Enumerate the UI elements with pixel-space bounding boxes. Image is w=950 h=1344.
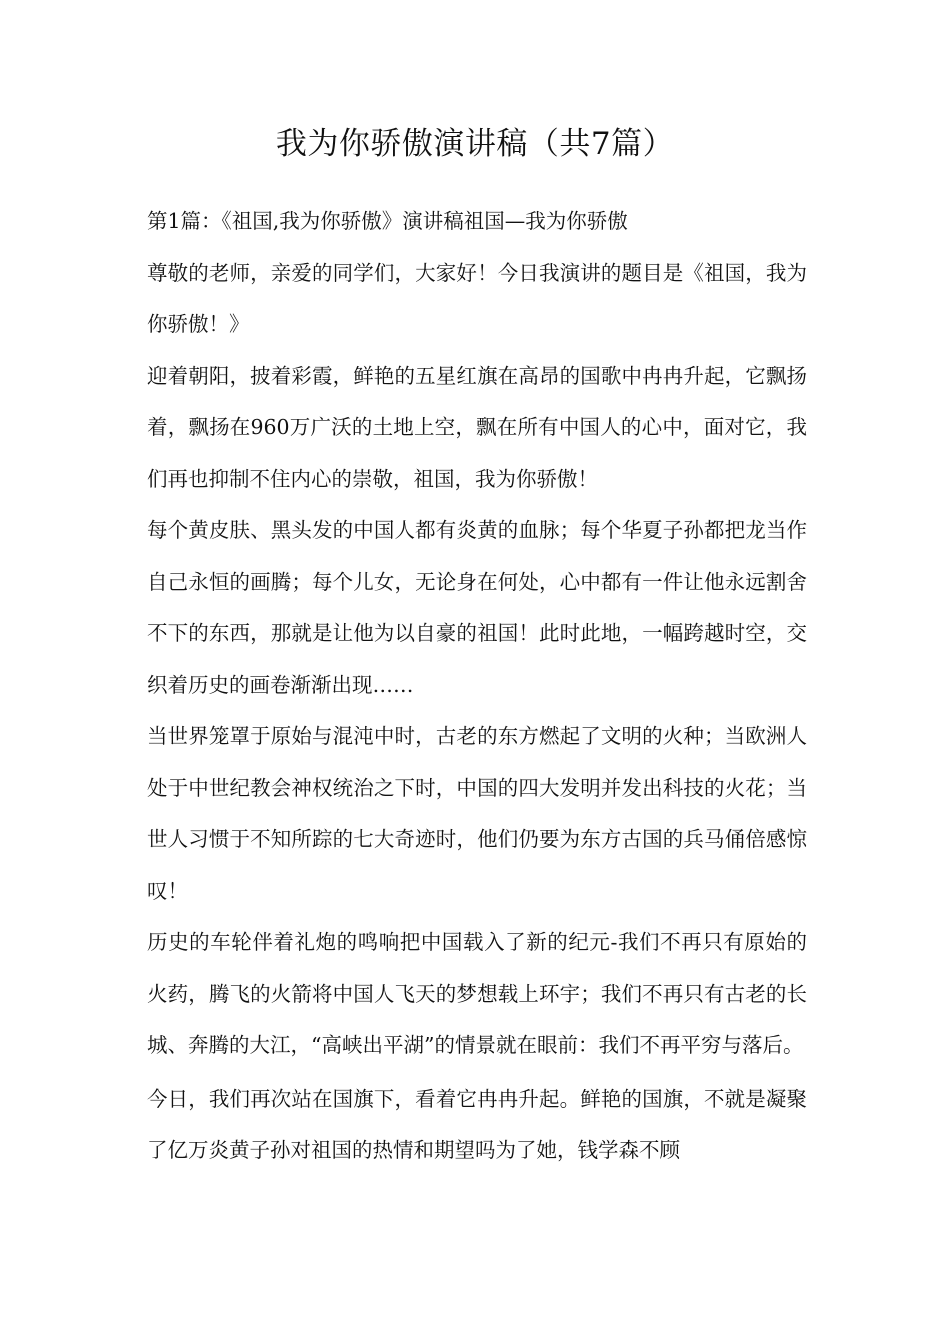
- paragraph: 历史的车轮伴着礼炮的鸣响把中国载入了新的纪元-我们不再只有原始的火药，腾飞的火箭将中国人飞天的梦想载上环宇；我们不再只有古老的长城、奔腾的大江，“高峡出平湖”的情景就在眼前：我们不再平穷与落后。: [147, 930, 807, 1057]
- document-title: 我为你骄傲演讲稿（共7篇）: [275, 126, 675, 162]
- paragraph-heading: 第1篇：《祖国,我为你骄傲》演讲稿祖国—我为你骄傲: [147, 209, 628, 233]
- paragraph: 迎着朝阳，披着彩霞，鲜艳的五星红旗在高昂的国歌中冉冉升起，它飘扬着，飘扬在960万广沃的土地上空，飘在所有中国人的心中，面对它，我们再也抑制不住内心的崇敬，祖国，我为你骄傲！: [147, 363, 807, 491]
- paragraph: 每个黄皮肤、黑头发的中国人都有炎黄的血脉；每个华夏子孙都把龙当作自己永恒的画腾；每个儿女，无论身在何处，心中都有一件让他永远割舍不下的东西，那就是让他为以自豪的祖国！此时此地，一幅跨越时空，交织着历史的画卷渐渐出现……: [147, 518, 807, 697]
- paragraph: 当世界笼罩于原始与混沌中时，古老的东方燃起了文明的火种；当欧洲人处于中世纪教会神权统治之下时，中国的四大发明并发出科技的火花；当世人习惯于不知所踪的七大奇迹时，他们仍要为东方古国的兵马俑倍感惊叹！: [147, 724, 807, 903]
- paragraph: 尊敬的老师，亲爱的同学们，大家好！今日我演讲的题目是《祖国，我为你骄傲！》: [147, 260, 807, 336]
- document-body: [147, 196, 807, 1177]
- paragraph: 今日，我们再次站在国旗下，看着它冉冉升起。鲜艳的国旗，不就是凝聚了亿万炎黄子孙对祖国的热情和期望吗为了她，钱学森不顾: [147, 1086, 807, 1162]
